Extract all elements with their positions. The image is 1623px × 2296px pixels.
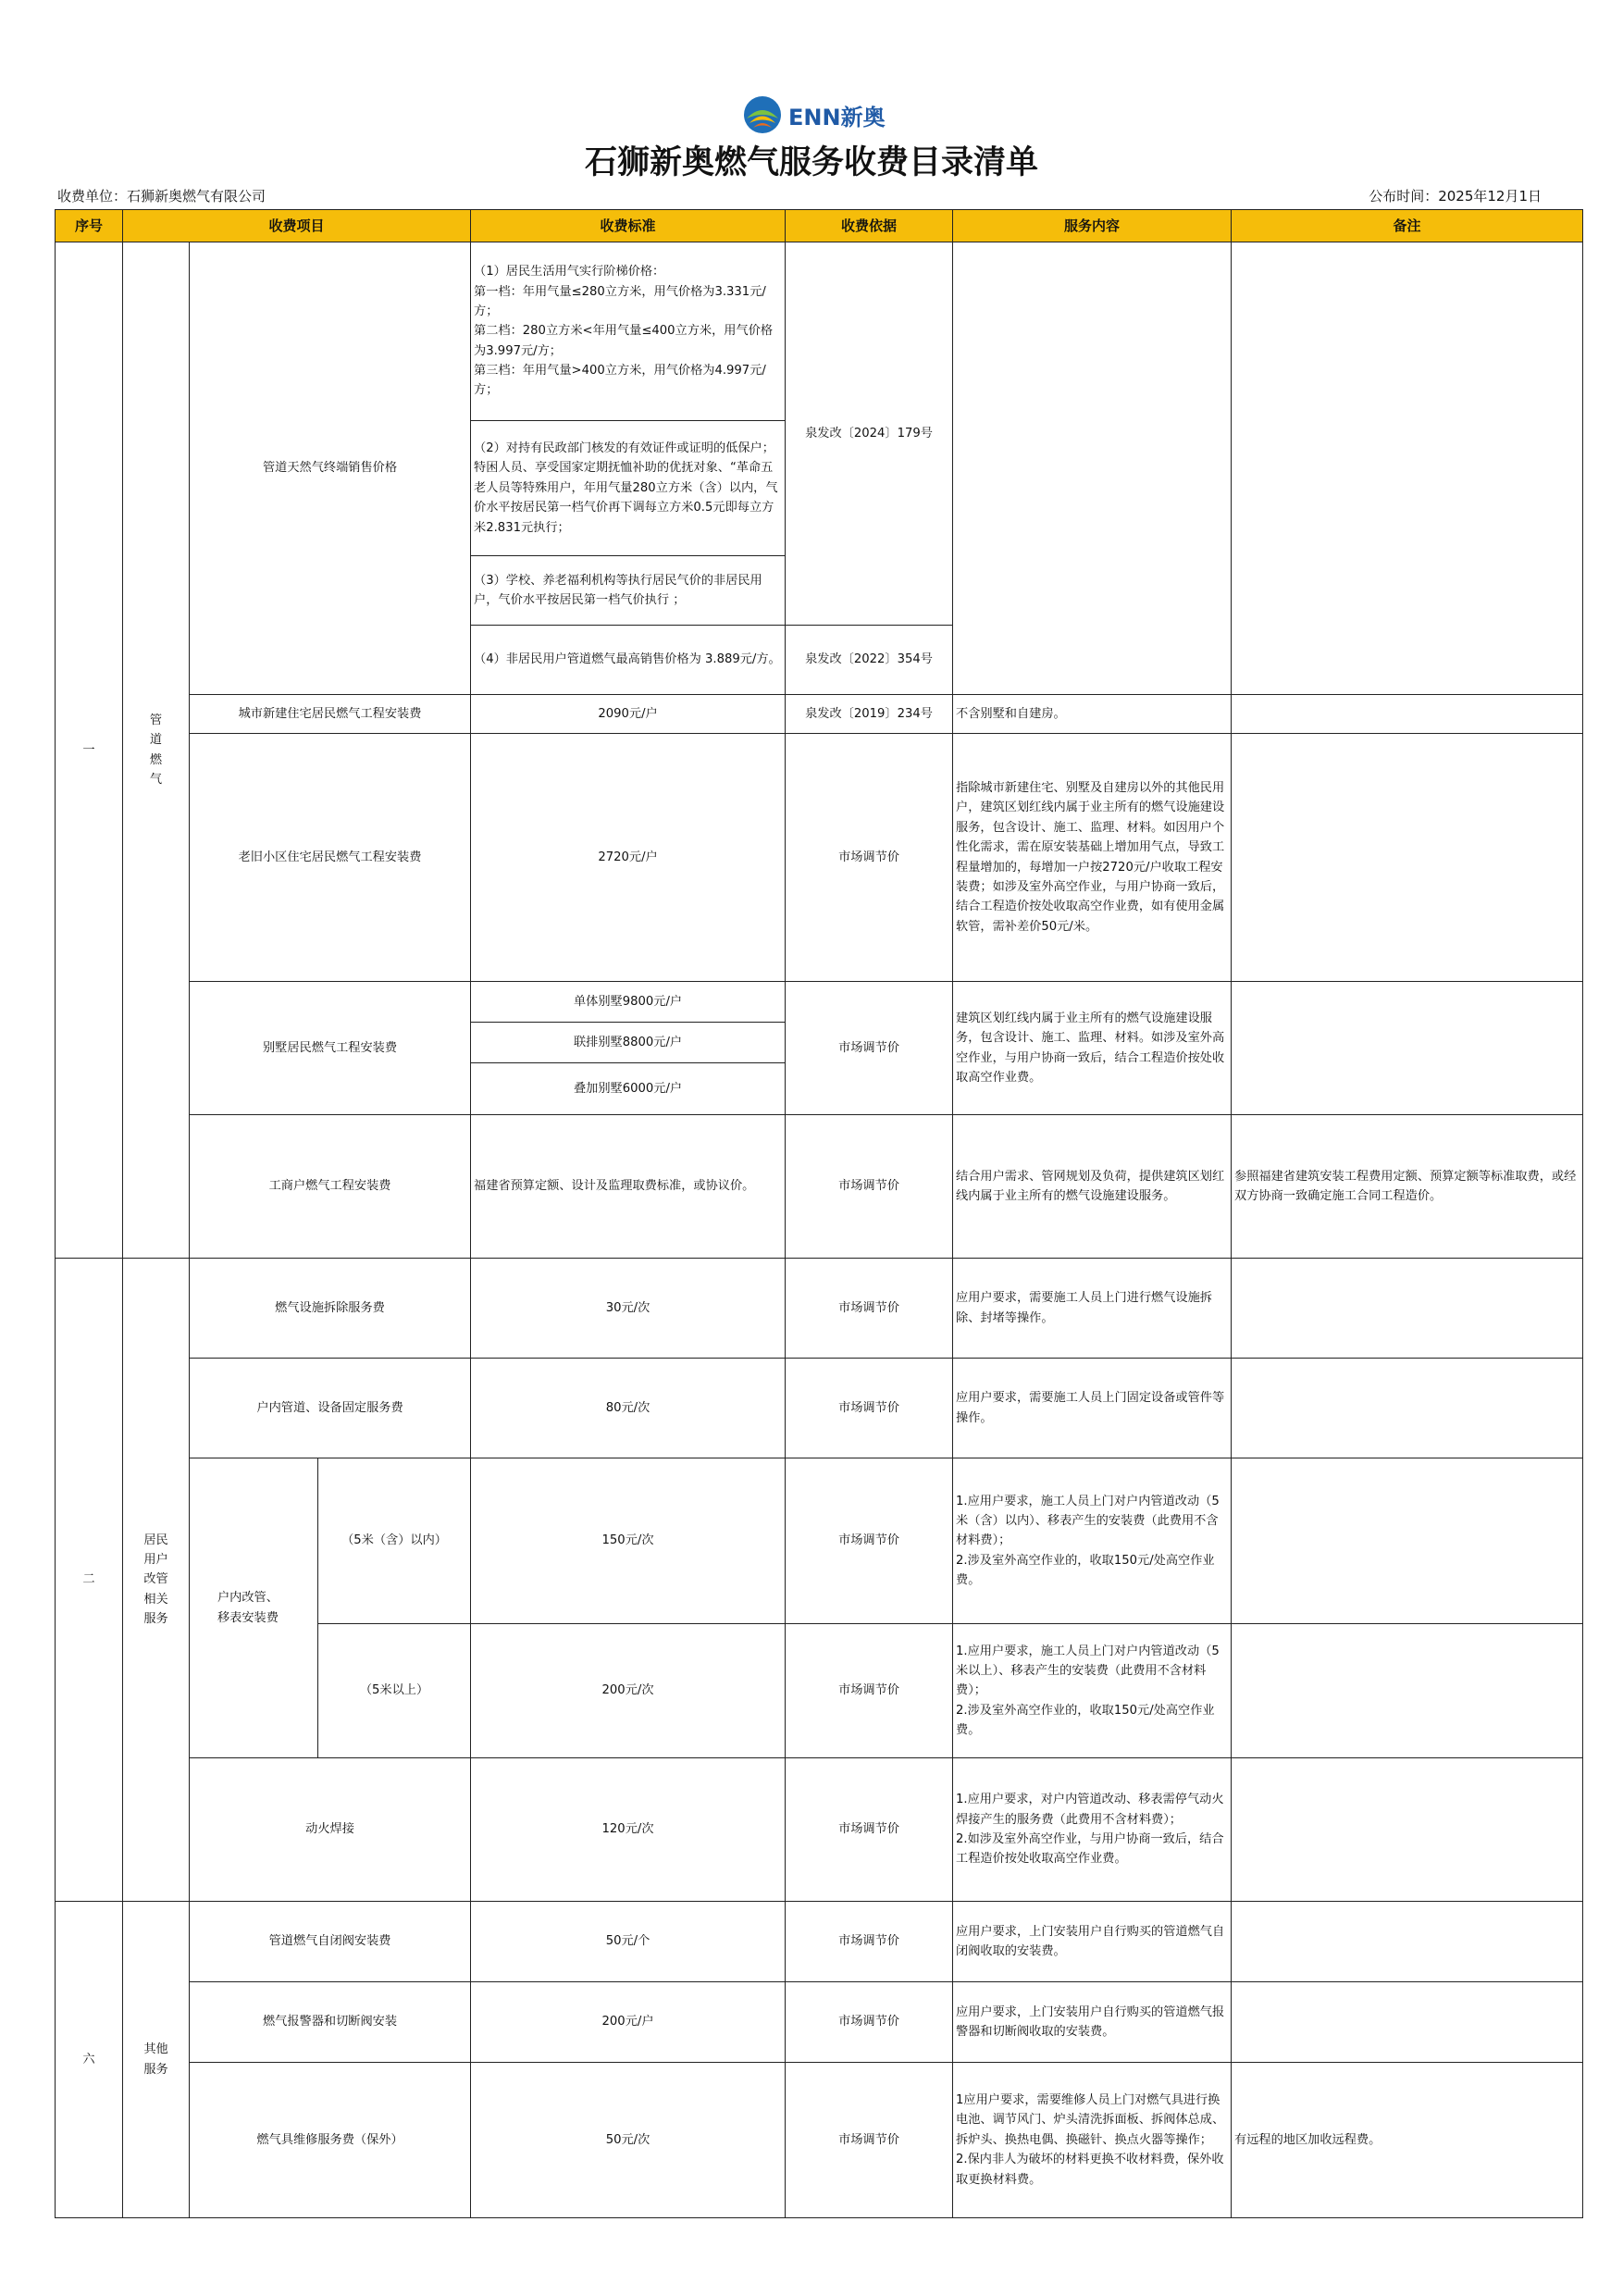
table-row bbox=[56, 1902, 1583, 1982]
fee-standard: 单体别墅9800元/户 bbox=[471, 982, 786, 1023]
note bbox=[1232, 1259, 1583, 1359]
section-no: 一 bbox=[56, 242, 123, 1259]
fee-basis: 市场调节价 bbox=[786, 2063, 953, 2218]
fee-standard: 200元/次 bbox=[471, 1624, 786, 1758]
section-category: 居民 用户 改管 相关 服务 bbox=[123, 1259, 190, 1902]
table-row bbox=[56, 1982, 1583, 2063]
item-name: 燃气报警器和切断阀安装 bbox=[190, 1982, 471, 2063]
fee-basis: 市场调节价 bbox=[786, 982, 953, 1115]
note bbox=[1232, 695, 1583, 734]
item-name: 燃气设施拆除服务费 bbox=[190, 1259, 471, 1359]
logo-text: ENN新奥 bbox=[788, 104, 886, 130]
table-row bbox=[56, 734, 1583, 982]
item-subname: （5米（含）以内） bbox=[318, 1458, 471, 1624]
item-name: 城市新建住宅居民燃气工程安装费 bbox=[190, 695, 471, 734]
item-name: 动火焊接 bbox=[190, 1758, 471, 1902]
fee-basis: 泉发改〔2019〕234号 bbox=[786, 695, 953, 734]
brand-logo bbox=[742, 93, 886, 137]
fee-standard: 2090元/户 bbox=[471, 695, 786, 734]
fee-standard: 50元/个 bbox=[471, 1902, 786, 1982]
service-content: 建筑区划红线内属于业主所有的燃气设施建设服务，包含设计、施工、监理、材料。如涉及室外高空作业，与用户协商一致后，结合工程造价按处收取高空作业费。 bbox=[953, 982, 1232, 1115]
fee-standard: 叠加别墅6000元/户 bbox=[471, 1063, 786, 1115]
service-content: 指除城市新建住宅、别墅及自建房以外的其他民用户，建筑区划红线内属于业主所有的燃气设施建设服务，包含设计、施工、监理、材料。如因用户个性化需求，需在原安装基础上增加用气点，导致工程量增加的，每增加一户按2720元/户收取工程安装费；如涉及室外高空作业，与用户协商一致后，结合工程造价按处收取高空作业费，如有使用金属软管，需补差价50元/米。 bbox=[953, 734, 1232, 982]
header-content: 服务内容 bbox=[953, 210, 1232, 242]
section-category: 其他 服务 bbox=[123, 1902, 190, 2218]
service-content: 1.应用户要求，施工人员上门对户内管道改动（5米（含）以内）、移表产生的安装费（此费用不含材料费）； 2.涉及室外高空作业的，收取150元/处高空作业费。 bbox=[953, 1458, 1232, 1624]
item-name: 老旧小区住宅居民燃气工程安装费 bbox=[190, 734, 471, 982]
note bbox=[1232, 1624, 1583, 1758]
header-item: 收费项目 bbox=[123, 210, 471, 242]
enn-logo-icon bbox=[742, 94, 783, 135]
table-row bbox=[56, 242, 1583, 421]
fee-standard: 120元/次 bbox=[471, 1758, 786, 1902]
note bbox=[1232, 1982, 1583, 2063]
fee-basis: 市场调节价 bbox=[786, 1982, 953, 2063]
fee-standard: 150元/次 bbox=[471, 1458, 786, 1624]
note bbox=[1232, 734, 1583, 982]
table-row bbox=[56, 982, 1583, 1023]
fee-basis: 泉发改〔2024〕179号 bbox=[786, 242, 953, 626]
fee-basis: 市场调节价 bbox=[786, 1758, 953, 1902]
service-content: 结合用户需求、管网规划及负荷，提供建筑区划红线内属于业主所有的燃气设施建设服务。 bbox=[953, 1115, 1232, 1259]
section-no: 二 bbox=[56, 1259, 123, 1902]
note bbox=[1232, 1359, 1583, 1458]
item-name: 管道天然气终端销售价格 bbox=[190, 242, 471, 695]
service-content: 应用户要求，上门安装用户自行购买的管道燃气自闭阀收取的安装费。 bbox=[953, 1902, 1232, 1982]
service-content: 应用户要求，需要施工人员上门固定设备或管件等操作。 bbox=[953, 1359, 1232, 1458]
table-row bbox=[56, 2063, 1583, 2218]
fee-standard: 30元/次 bbox=[471, 1259, 786, 1359]
fee-standard: （2）对持有民政部门核发的有效证件或证明的低保户；特困人员、享受国家定期抚恤补助的优抚对象、“革命五老人员等特殊用户，年用气量280立方米（含）以内，气价水平按居民第一档气价再下调每立方米0.5元即每立方米2.831元执行； bbox=[471, 421, 786, 556]
table-row bbox=[56, 1359, 1583, 1458]
service-content: 应用户要求，上门安装用户自行购买的管道燃气报警器和切断阀收取的安装费。 bbox=[953, 1982, 1232, 2063]
table-row bbox=[56, 695, 1583, 734]
fee-basis: 市场调节价 bbox=[786, 1458, 953, 1624]
item-name: 管道燃气自闭阀安装费 bbox=[190, 1902, 471, 1982]
header-note: 备注 bbox=[1232, 210, 1583, 242]
item-name: 户内改管、 移表安装费 bbox=[190, 1458, 318, 1758]
fee-standard: 200元/户 bbox=[471, 1982, 786, 2063]
table-row bbox=[56, 1458, 1583, 1624]
service-content: 不含别墅和自建房。 bbox=[953, 695, 1232, 734]
page-title: 石狮新奥燃气服务收费目录清单 bbox=[584, 144, 1038, 181]
fee-standard: 2720元/户 bbox=[471, 734, 786, 982]
fee-basis: 市场调节价 bbox=[786, 1259, 953, 1359]
service-content bbox=[953, 242, 1232, 695]
fee-basis: 市场调节价 bbox=[786, 1624, 953, 1758]
fee-basis: 市场调节价 bbox=[786, 734, 953, 982]
fee-basis: 市场调节价 bbox=[786, 1115, 953, 1259]
service-content: 1.应用户要求，施工人员上门对户内管道改动（5米以上）、移表产生的安装费（此费用不含材料费）； 2.涉及室外高空作业的，收取150元/处高空作业费。 bbox=[953, 1624, 1232, 1758]
table-header-row bbox=[56, 210, 1583, 242]
section-no: 六 bbox=[56, 1902, 123, 2218]
publish-date: 公布时间：2025年12月1日 bbox=[1369, 188, 1542, 205]
fee-standard: （3）学校、养老福利机构等执行居民气价的非居民用户，气价水平按居民第一档气价执行 ； bbox=[471, 556, 786, 626]
fee-basis: 市场调节价 bbox=[786, 1359, 953, 1458]
fee-unit: 收费单位：石狮新奥燃气有限公司 bbox=[57, 188, 266, 205]
note bbox=[1232, 1458, 1583, 1624]
fee-standard: 福建省预算定额、设计及监理取费标准，或协议价。 bbox=[471, 1115, 786, 1259]
service-content: 1.应用户要求，对户内管道改动、移表需停气动火焊接产生的服务费（此费用不含材料费）； 2.如涉及室外高空作业，与用户协商一致后，结合工程造价按处收取高空作业费。 bbox=[953, 1758, 1232, 1902]
service-content: 1应用户要求，需要维修人员上门对燃气具进行换电池、调节风门、炉头清洗拆面板、拆阀体总成、拆炉头、换热电偶、换磁针、换点火器等操作； 2.保内非人为破坏的材料更换不收材料费，保外收取更换材料费。 bbox=[953, 2063, 1232, 2218]
fee-standard: （1）居民生活用气实行阶梯价格： 第一档：年用气量≤280立方米，用气价格为3.331元/方； 第二档：280立方米<年用气量≤400立方米，用气价格为3.997元/方； 第三档：年用气量>400立方米，用气价格为4.997元/方； bbox=[471, 242, 786, 421]
header-basis: 收费依据 bbox=[786, 210, 953, 242]
note bbox=[1232, 1902, 1583, 1982]
header-standard: 收费标准 bbox=[471, 210, 786, 242]
fee-standard: 80元/次 bbox=[471, 1359, 786, 1458]
fee-standard: 50元/次 bbox=[471, 2063, 786, 2218]
table-row bbox=[56, 1758, 1583, 1902]
item-name: 工商户燃气工程安装费 bbox=[190, 1115, 471, 1259]
note bbox=[1232, 242, 1583, 695]
fee-standard: （4）非居民用户管道燃气最高销售价格为 3.889元/方。 bbox=[471, 626, 786, 695]
fee-basis: 泉发改〔2022〕354号 bbox=[786, 626, 953, 695]
note bbox=[1232, 1758, 1583, 1902]
item-name: 别墅居民燃气工程安装费 bbox=[190, 982, 471, 1115]
table-row bbox=[56, 1115, 1583, 1259]
note bbox=[1232, 982, 1583, 1115]
table-row bbox=[56, 1259, 1583, 1359]
item-name: 户内管道、设备固定服务费 bbox=[190, 1359, 471, 1458]
header-no: 序号 bbox=[56, 210, 123, 242]
note: 有远程的地区加收远程费。 bbox=[1232, 2063, 1583, 2218]
item-subname: （5米以上） bbox=[318, 1624, 471, 1758]
fee-table bbox=[55, 209, 1583, 2218]
item-name: 燃气具维修服务费（保外） bbox=[190, 2063, 471, 2218]
fee-basis: 市场调节价 bbox=[786, 1902, 953, 1982]
section-category: 管 道 燃 气 bbox=[123, 242, 190, 1259]
service-content: 应用户要求，需要施工人员上门进行燃气设施拆除、封堵等操作。 bbox=[953, 1259, 1232, 1359]
note: 参照福建省建筑安装工程费用定额、预算定额等标准取费，或经双方协商一致确定施工合同工程造价。 bbox=[1232, 1115, 1583, 1259]
fee-standard: 联排别墅8800元/户 bbox=[471, 1023, 786, 1063]
